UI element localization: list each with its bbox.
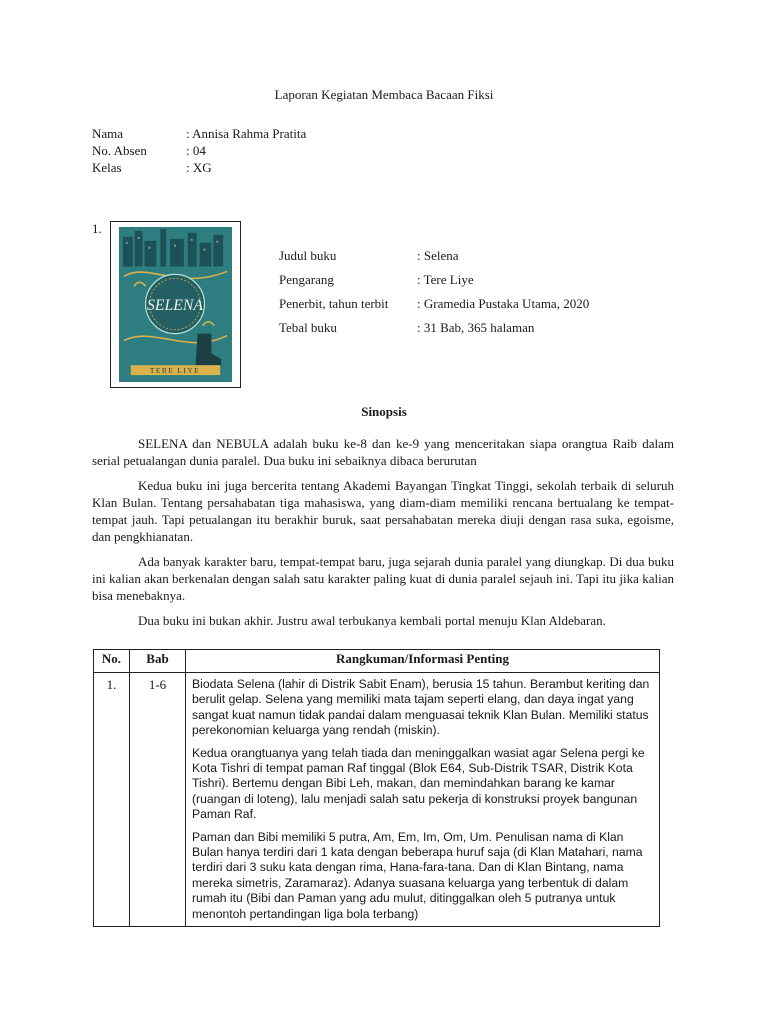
identity-value: : 04 xyxy=(186,143,206,158)
book-detail-value: : Gramedia Pustaka Utama, 2020 xyxy=(417,296,590,311)
book-detail-label: Pengarang xyxy=(279,272,334,287)
synopsis-paragraph: Dua buku ini bukan akhir. Justru awal terbukanya kembali portal menuju Klan Aldebaran. xyxy=(138,613,606,628)
table-cell-bab: 1-6 xyxy=(130,673,186,927)
summary-paragraph: Biodata Selena (lahir di Distrik Sabit Enam), berusia 15 tahun. Berambut keriting dan berulit gelap. Selena yang memiliki mata tajam seperti elang, dan daya ingat yang sangat kuat namun tidak pandai dalam menguasai teknik Klan Bulan. Memiliki status perekonomian keluarga yang rendah (miskin). xyxy=(192,677,650,738)
book-cover-frame xyxy=(110,221,241,388)
synopsis-paragraph: Ada banyak karakter baru, tempat-tempat baru, juga sejarah dunia paralel yang diungkap. Di dua buku ini kalian akan berkenalan dengan salah satu karakter paling kuat di dunia paralel sejauh ini. Tapi itu jika kalian bisa menebaknya. xyxy=(92,554,674,603)
book-detail-label: Tebal buku xyxy=(279,320,337,335)
identity-label: Nama xyxy=(92,126,124,141)
table-header-bab: Bab xyxy=(130,650,186,673)
book-cover-image xyxy=(119,227,232,382)
table-header-no: No. xyxy=(94,650,130,673)
summary-paragraph: Kedua orangtuanya yang telah tiada dan meninggalkan wasiat agar Selena pergi ke Kota Tishri di tempat paman Raf tinggal (Blok E64, Sub-Distrik TSAR, Distrik Kota Tishri). Bertemu dengan Bibi Leh, makan, dan memindahkan barang ke kamar (ruangan di loteng), lalu menjadi salah satu pekerja di konstruksi proyek bangunan Paman Raf. xyxy=(192,745,645,822)
identity-row-name xyxy=(92,125,306,142)
identity-value: : XG xyxy=(186,160,212,175)
book-detail-row xyxy=(279,292,589,316)
book-detail-label: Judul buku xyxy=(279,248,337,263)
book-detail-value: : Tere Liye xyxy=(417,272,474,287)
table-header-row xyxy=(94,650,660,673)
book-detail-value: : Selena xyxy=(417,248,459,263)
synopsis-heading: Sinopsis xyxy=(361,404,407,419)
book-detail-label: Penerbit, tahun terbit xyxy=(279,296,389,311)
synopsis-body xyxy=(92,435,674,637)
document-title: Laporan Kegiatan Membaca Bacaan Fiksi xyxy=(274,87,494,102)
identity-label: Kelas xyxy=(92,160,122,175)
table-header-summary: Rangkuman/Informasi Penting xyxy=(186,650,660,673)
book-detail-row xyxy=(279,316,589,340)
student-identity xyxy=(92,125,306,176)
identity-label: No. Absen xyxy=(92,143,147,158)
book-details xyxy=(279,244,589,340)
synopsis-paragraph: SELENA dan NEBULA adalah buku ke-8 dan ke-9 yang menceritakan siapa orangtua Raib dalam serial petualangan dunia paralel. Dua buku ini sebaiknya dibaca berurutan xyxy=(92,436,674,468)
summary-table xyxy=(93,649,660,927)
table-cell-summary xyxy=(186,673,660,927)
table-cell-no: 1. xyxy=(94,673,130,927)
identity-value: : Annisa Rahma Pratita xyxy=(186,126,307,141)
identity-row-absen xyxy=(92,142,306,159)
synopsis-paragraph: Kedua buku ini juga bercerita tentang Akademi Bayangan Tingkat Tinggi, sekolah terbaik di seluruh Klan Bulan. Tentang persahabatan tiga mahasiswa, yang diam-diam memiliki rencana bertualang ke tempat-tempat jauh. Tapi petualangan itu berakhir buruk, saat persahabatan mereka diuji dengan rasa suka, egoisme, dan pengkhianatan. xyxy=(92,478,674,544)
book-detail-row xyxy=(279,244,589,268)
book-detail-row xyxy=(279,268,589,292)
table-row xyxy=(94,673,660,927)
summary-paragraph: Paman dan Bibi memiliki 5 putra, Am, Em, Im, Om, Um. Penulisan nama di Klan Bulan hanya terdiri dari 1 kata dengan beberapa huruf saja (di Klan Matahari, nama terdiri dari 3 suku kata dengan rima, Hana-fara-tana. Dan di Klan Bintang, nama mereka simetris, Zaramaraz). Adanya suasana keluarga yang terbentuk di dalam rumah itu (Bibi dan Paman yang adu mulut, ditinggalkan oleh 5 putranya untuk menontoh pertandingan liga bola terbang) xyxy=(192,829,643,921)
book-detail-value: : 31 Bab, 365 halaman xyxy=(417,320,535,335)
item-number: 1. xyxy=(92,221,102,236)
cover-title-text: SELENA xyxy=(147,296,203,314)
identity-row-kelas xyxy=(92,159,306,176)
cover-author-text: TERE LIYE xyxy=(149,366,201,376)
